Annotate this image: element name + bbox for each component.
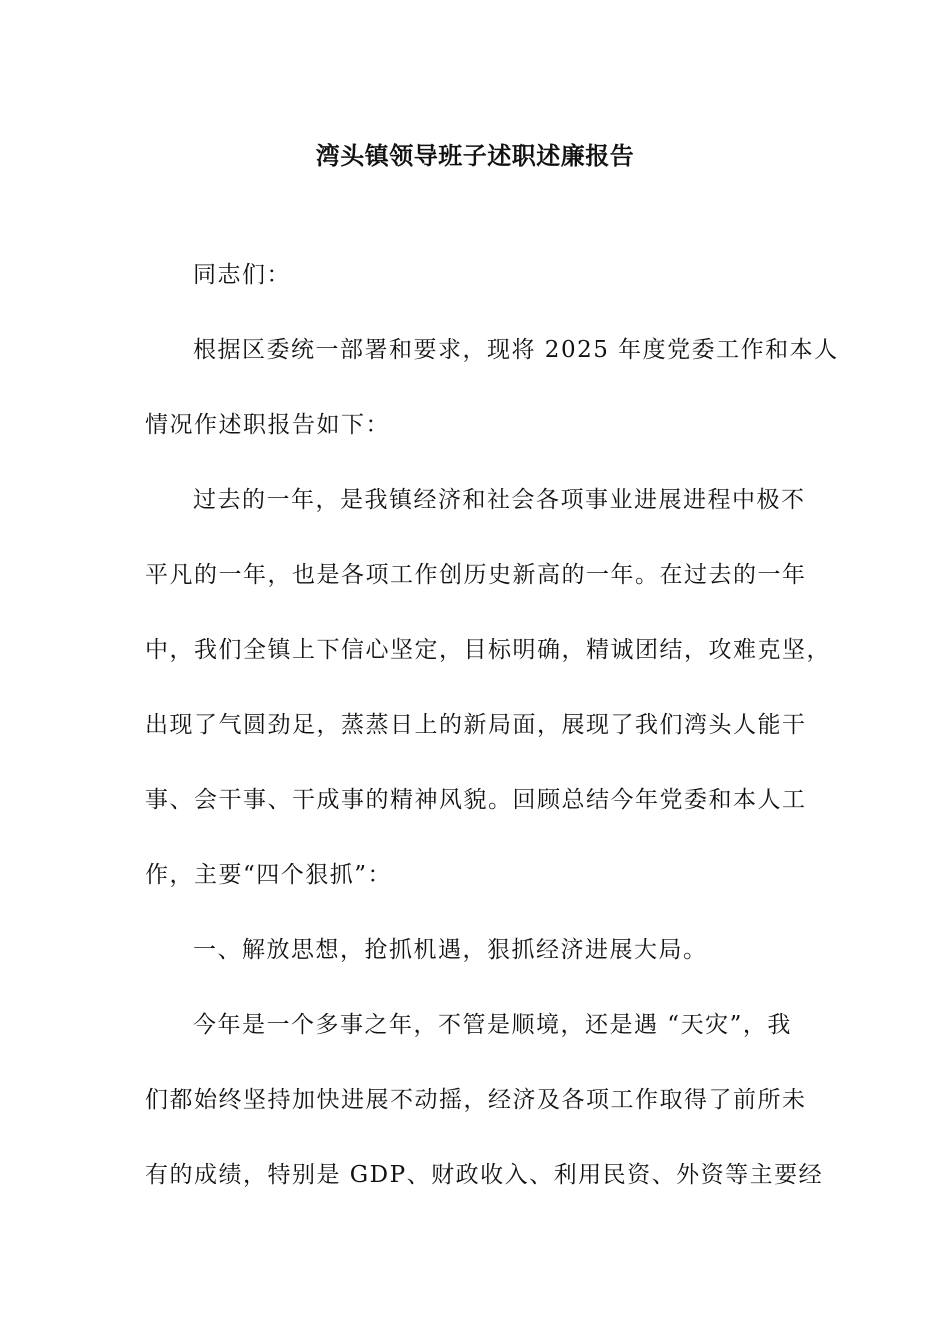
body-line: 中，我们全镇上下信心坚定，目标明确，精诚团结，攻难克坚， — [145, 637, 831, 663]
salutation: 同志们： — [193, 262, 291, 288]
body-line: 根据区委统一部署和要求，现将 2025 年度党委工作和本人 — [193, 337, 839, 363]
body-line: 事、会干事、干成事的精神风貌。回顾总结今年党委和本人工 — [145, 787, 807, 813]
body-line: 有的成绩，特别是 GDP、财政收入、利用民资、外资等主要经 — [145, 1162, 824, 1188]
body-line: 作，主要“四个狠抓”： — [145, 862, 393, 888]
body-line: 出现了气圆劲足，蒸蒸日上的新局面，展现了我们湾头人能干 — [145, 712, 807, 738]
section-heading: 一、解放思想，抢抓机遇，狠抓经济进展大局。 — [193, 937, 708, 963]
body-line: 们都始终坚持加快进展不动摇，经济及各项工作取得了前所未 — [145, 1087, 807, 1113]
body-line: 平凡的一年，也是各项工作创历史新高的一年。在过去的一年 — [145, 562, 807, 588]
body-line: 过去的一年，是我镇经济和社会各项事业进展进程中极不 — [193, 487, 806, 513]
body-line: 今年是一个多事之年，不管是顺境，还是遇 “天灾”，我 — [193, 1012, 792, 1038]
document-title: 湾头镇领导班子述职述廉报告 — [315, 141, 635, 170]
body-line: 情况作述职报告如下： — [145, 412, 390, 438]
